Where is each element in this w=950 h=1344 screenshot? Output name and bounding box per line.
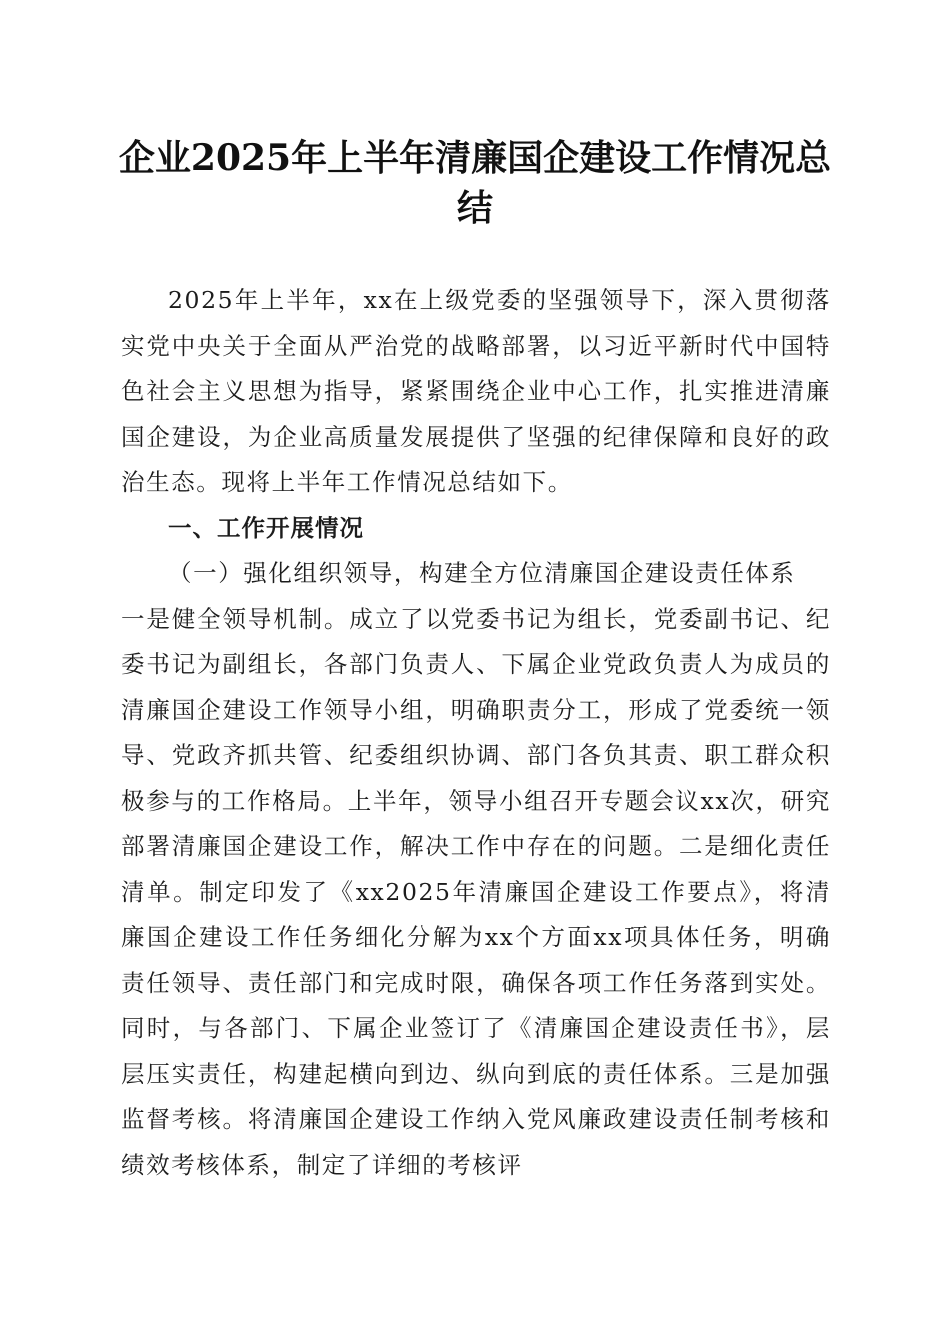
- subsection-heading: （一）强化组织领导，构建全方位清廉国企建设责任体系: [168, 559, 796, 587]
- section-heading: 一、工作开展情况: [168, 513, 364, 542]
- document-title: 企业2025年上半年清廉国企建设工作情况总结: [118, 137, 832, 229]
- document-body: [121, 278, 831, 1188]
- intro-paragraph: 2025年上半年，xx在上级党委的坚强领导下，深入贯彻落实党中央关于全面从严治党的战略部署，以习近平新时代中国特色社会主义思想为指导，紧紧围绕企业中心工作，扎实推进清廉国企建设，为企业高质量发展提供了坚强的纪律保障和良好的政治生态。现将上半年工作情况总结如下。: [121, 286, 831, 496]
- subsection-body-paragraph: 一是健全领导机制。成立了以党委书记为组长，党委副书记、纪委书记为副组长，各部门负责人、下属企业党政负责人为成员的清廉国企建设工作领导小组，明确职责分工，形成了党委统一领导、党政齐抓共管、纪委组织协调、部门各负其责、职工群众积极参与的工作格局。上半年，领导小组召开专题会议xx次，研究部署清廉国企建设工作，解决工作中存在的问题。二是细化责任清单。制定印发了《xx2025年清廉国企建设工作要点》，将清廉国企建设工作任务细化分解为xx个方面xx项具体任务，明确责任领导、责任部门和完成时限，确保各项工作任务落到实处。同时，与各部门、下属企业签订了《清廉国企建设责任书》，层层压实责任，构建起横向到边、纵向到底的责任体系。三是加强监督考核。将清廉国企建设工作纳入党风廉政建设责任制考核和绩效考核体系，制定了详细的考核评: [121, 604, 831, 1179]
